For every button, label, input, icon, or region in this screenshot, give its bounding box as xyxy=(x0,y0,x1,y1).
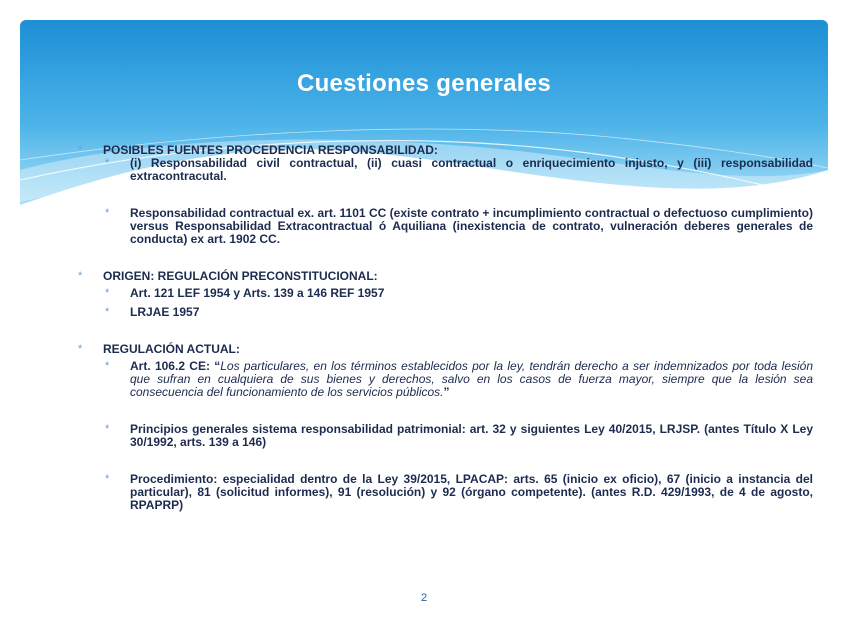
bullet-icon: * xyxy=(105,207,110,219)
list-item: * LRJAE 1957 xyxy=(105,305,200,319)
slide-title: Cuestiones generales xyxy=(296,70,552,97)
bullet-icon: * xyxy=(105,287,110,299)
slide xyxy=(20,20,828,616)
bullet-icon: * xyxy=(105,473,110,485)
list-item: * Procedimiento: especialidad dentro de la Ley 39/2015, LPACAP: arts. 65 (inicio ex oficio), 67 (inicio a instancia del particular), 81 (solicitud informes), 91 (resolución) y 92 (órgano competente). (antes R.D. 429/1993, de 4 de agosto, RPAPRP) xyxy=(105,472,813,512)
section-heading-current: * REGULACIÓN ACTUAL: xyxy=(78,342,240,356)
bullet-icon: * xyxy=(105,157,110,169)
bullet-icon: * xyxy=(78,270,83,282)
list-item: * Principios generales sistema responsabilidad patrimonial: art. 32 y siguientes Ley 40/2015, LRJSP. (antes Título X Ley 30/1992, arts. 139 a 146) xyxy=(105,422,813,449)
list-item-constitution-quote: * Art. 106.2 CE: “Los particulares, en los términos establecidos por la ley, tendrán derecho a ser indemnizados por toda lesión que sufran en cualquiera de sus bienes y derechos, salvo en los casos de fuerza mayor, siempre que la lesión sea consecuencia del funcionamiento de los servicios públicos.” xyxy=(105,359,814,399)
bullet-icon: * xyxy=(105,306,110,318)
section-heading-origin: * ORIGEN: REGULACIÓN PRECONSTITUCIONAL: xyxy=(78,269,378,283)
list-item: * Responsabilidad contractual ex. art. 1101 CC (existe contrato + incumplimiento contractual o defectuoso cumplimiento) versus Responsabilidad Extracontractual ó Aquiliana (inexistencia de contrato, vulneración deberes generales de conducta) ex art. 1902 CC. xyxy=(105,206,813,246)
page-number: 2 xyxy=(420,592,428,604)
list-item: * (i) Responsabilidad civil contractual, (ii) cuasi contractual o enriquecimiento injusto, y (iii) responsabilidad extracontracutal. xyxy=(105,156,813,183)
slide-content xyxy=(78,144,813,512)
bullet-icon: * xyxy=(78,144,83,156)
section-heading-sources: * POSIBLES FUENTES PROCEDENCIA RESPONSABILIDAD: xyxy=(78,143,438,157)
bullet-icon: * xyxy=(105,423,110,435)
bullet-icon: * xyxy=(78,343,83,355)
bullet-icon: * xyxy=(105,360,110,372)
list-item: * Art. 121 LEF 1954 y Arts. 139 a 146 REF 1957 xyxy=(105,286,385,300)
